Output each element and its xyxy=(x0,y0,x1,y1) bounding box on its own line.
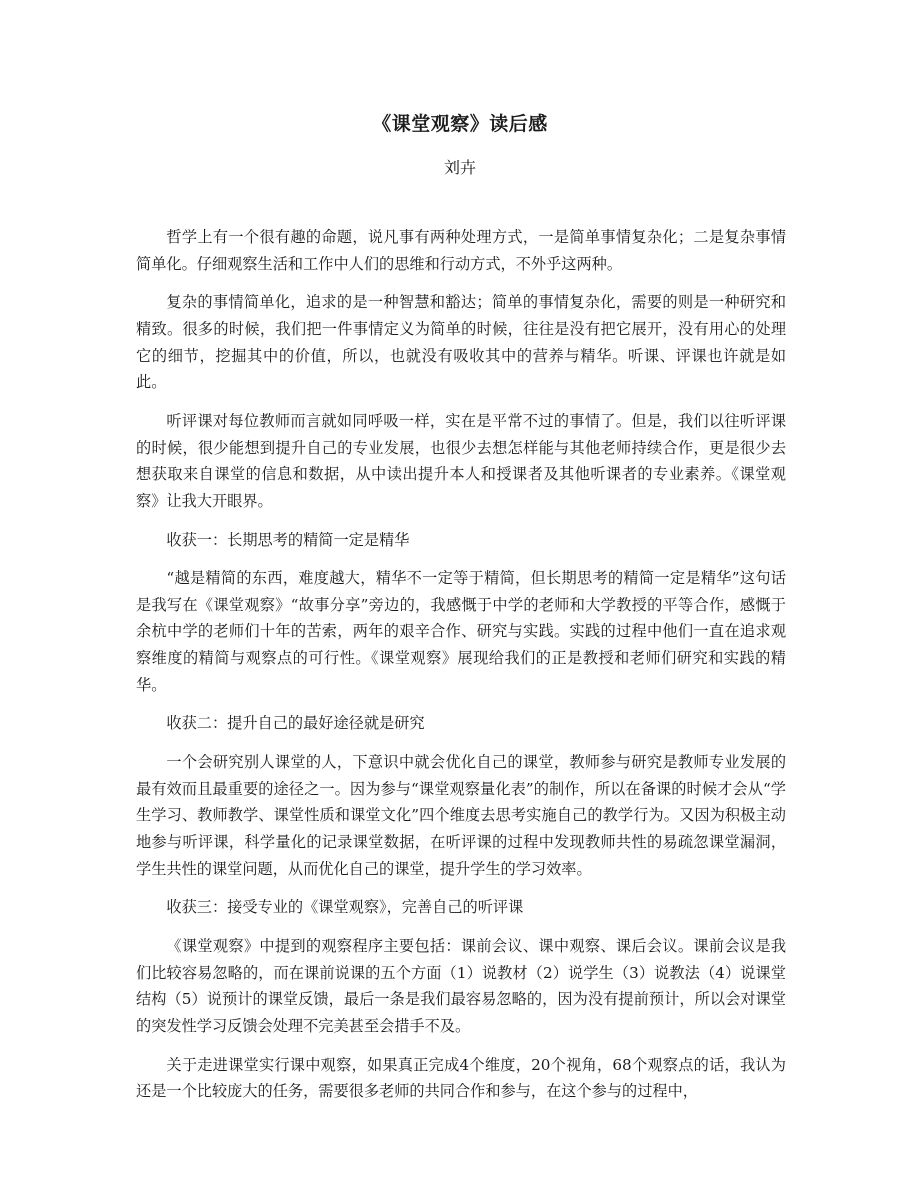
paragraph: 《课堂观察》中提到的观察程序主要包括：课前会议、课中观察、课后会议。课前会议是我们比较容易忽略的，而在课前说课的五个方面（1）说教材（2）说学生（3）说教法（4）说课堂结构（5）说预计的课堂反馈，最后一条是我们最容易忽略的，因为没有提前预计，所以会对课堂的突发性学习反馈会处理不完美甚至会措手不及。 xyxy=(136,937,786,1035)
paragraph: 复杂的事情简单化，追求的是一种智慧和豁达；简单的事情复杂化，需要的则是一种研究和精致。很多的时候，我们把一件事情定义为简单的时候，往往是没有把它展开，没有用心的处理它的细节，挖掘其中的价值，所以，也就没有吸收其中的营养与精华。听课、评课也许就是如此。 xyxy=(136,293,786,392)
section-heading: 收获一：长期思考的精简一定是精华 xyxy=(166,530,410,549)
paragraph: 关于走进课堂实行课中观察，如果真正完成4个维度，20个视角，68个观察点的话，我认为还是一个比较庞大的任务，需要很多老师的共同合作和参与，在这个参与的过程中， xyxy=(136,1055,786,1101)
paragraph: 听评课对每位教师而言就如同呼吸一样，实在是平常不过的事情了。但是，我们以往听评课的时候，很少能想到提升自己的专业发展，也很少去想怎样能与其他老师持续合作，更是很少去想获取来自课堂的信息和数据，从中读出提升本人和授课者及其他听课者的专业素养。《课堂观察》让我大开眼界。 xyxy=(136,411,786,510)
document-author: 刘卉 xyxy=(443,158,476,177)
document-body xyxy=(136,224,786,1117)
paragraph: “越是精简的东西，难度越大，精华不一定等于精简，但长期思考的精简一定是精华”这句话是我写在《课堂观察》“故事分享”旁边的，我感慨于中学的老师和大学教授的平等合作，感慨于余杭中学的老师们十年的苦索，两年的艰辛合作、研究与实践。实践的过程中他们一直在追求观察维度的精简与观察点的可行性。《课堂观察》展现给我们的正是教授和老师们研究和实践的精华。 xyxy=(136,569,786,694)
document-title: 《课堂观察》读后感 xyxy=(372,113,548,135)
section-heading: 收获三：接受专业的《课堂观察》，完善自己的听评课 xyxy=(166,898,524,917)
paragraph: 哲学上有一个很有趣的命题，说凡事有两种处理方式，一是简单事情复杂化；二是复杂事情简单化。仔细观察生活和工作中人们的思维和行动方式，不外乎这两种。 xyxy=(136,228,786,273)
section-heading: 收获二：提升自己的最好途径就是研究 xyxy=(166,714,425,733)
paragraph: 一个会研究别人课堂的人，下意识中就会优化自己的课堂，教师参与研究是教师专业发展的最有效而且最重要的途径之一。因为参与“课堂观察量化表”的制作，所以在备课的时候才会从“学生学习、教师教学、课堂性质和课堂文化”四个维度去思考实施自己的教学行为。又因为积极主动地参与听评课，科学量化的记录课堂数据，在听评课的过程中发现教师共性的易疏忽课堂漏洞，学生共性的课堂问题，从而优化自己的课堂，提升学生的学习效率。 xyxy=(136,753,786,878)
